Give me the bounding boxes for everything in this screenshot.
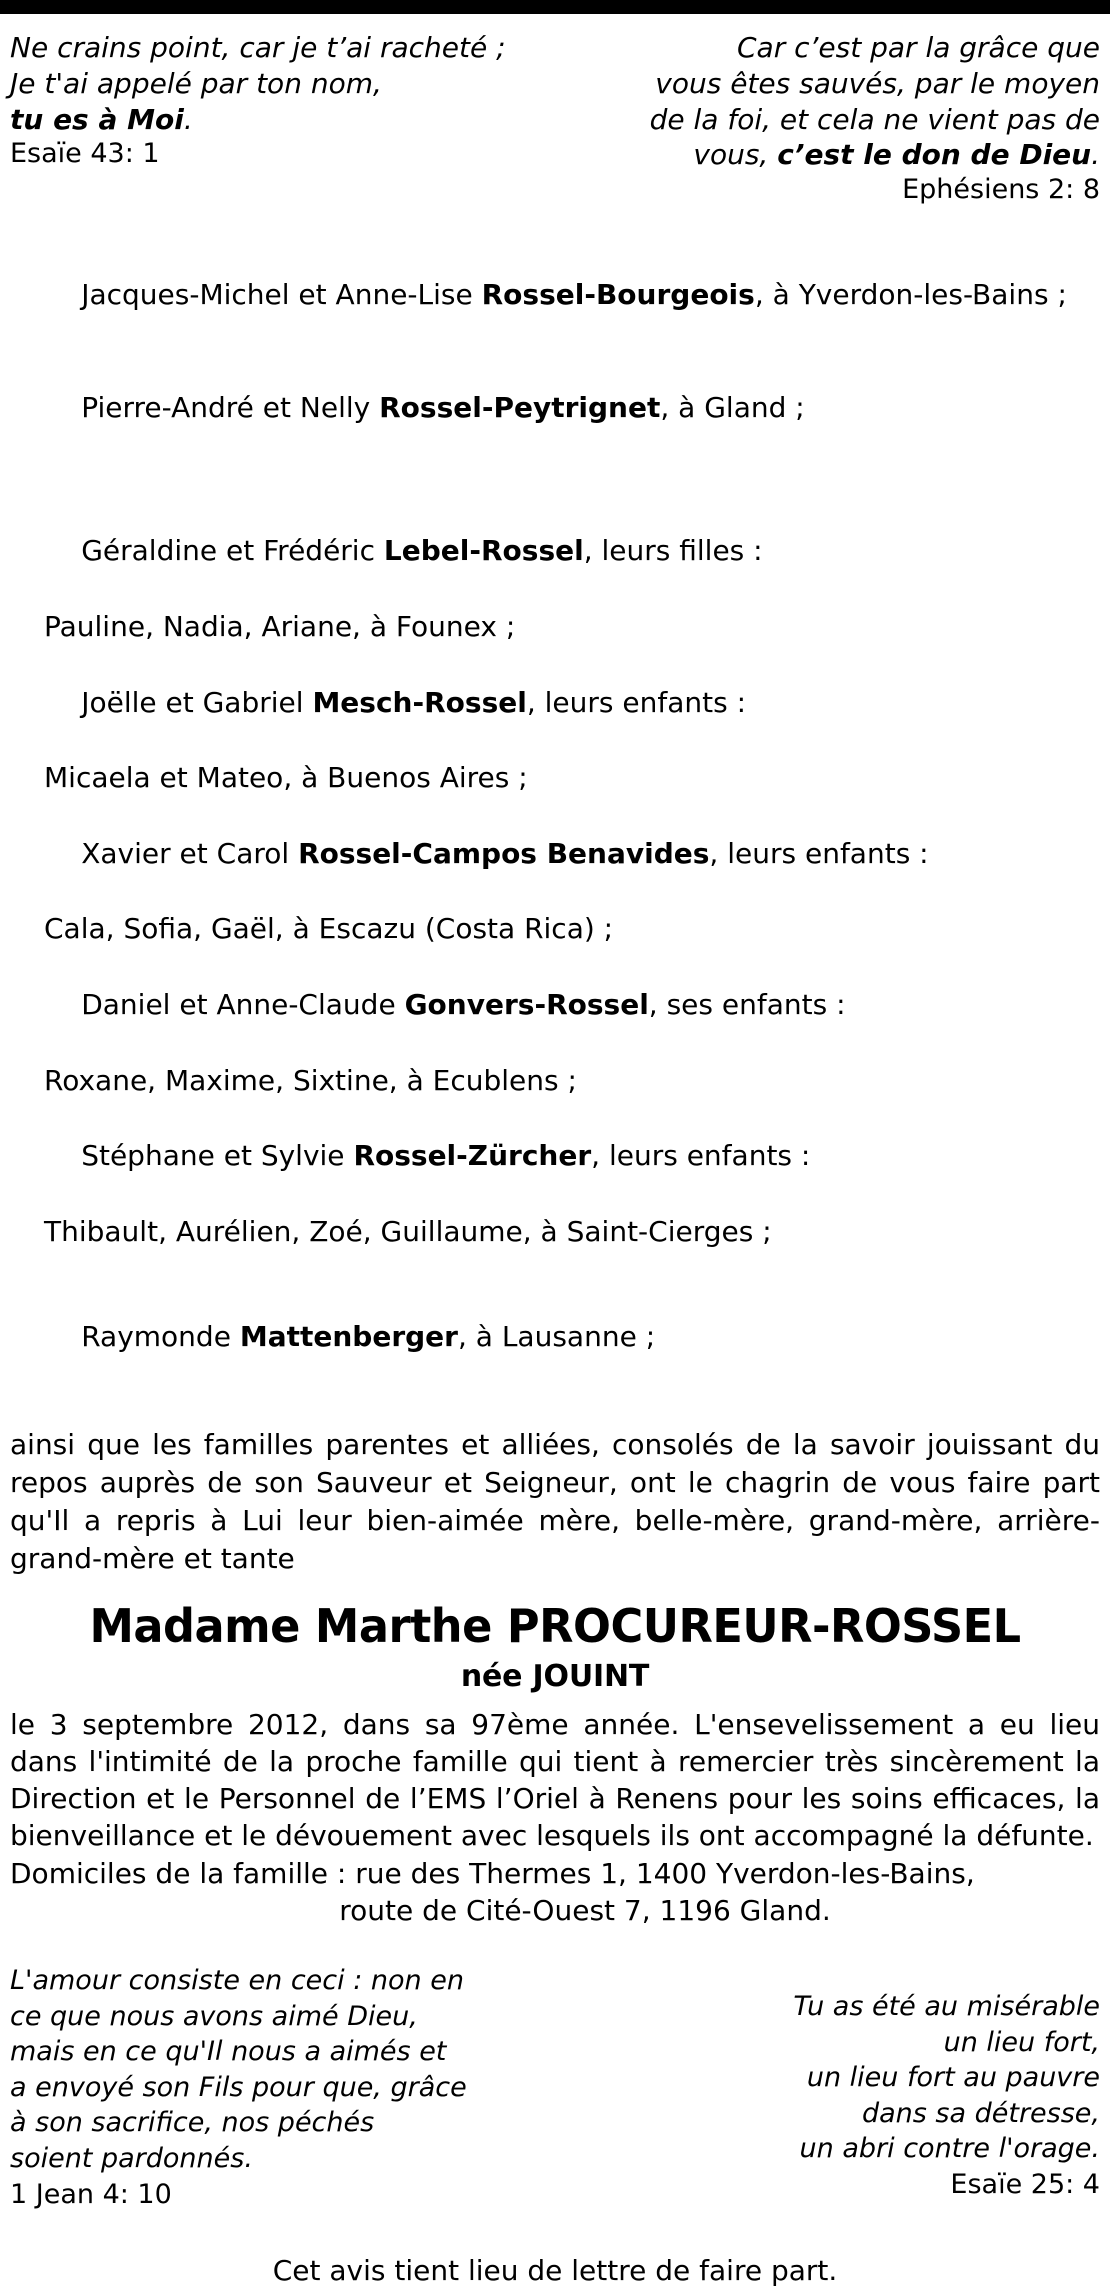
family-surname: Lebel-Rossel	[383, 534, 584, 568]
family-post: , à Yverdon-les-Bains ;	[754, 277, 1067, 311]
verse-right-line3: de la foi, et cela ne vient pas de	[649, 102, 1100, 136]
bottom-left-line2: ce que nous avons aimé Dieu,	[10, 2000, 418, 2032]
bottom-right-line5: un abri contre l'orage.	[799, 2133, 1100, 2165]
family-post: , leurs enfants :	[709, 836, 929, 870]
verse-right-line2: vous êtes sauvés, par le moyen	[655, 66, 1100, 100]
bottom-left-line3: mais en ce qu'Il nous a aimés et	[10, 2036, 447, 2068]
bottom-verse-right	[577, 1989, 1100, 2203]
family-post: , ses enfants :	[648, 988, 846, 1021]
main-text	[10, 1706, 1100, 1855]
announcement-paragraph: ainsi que les familles parentes et alliées, consolés de la savoir jouissant du repos auprès de son Sauveur et Seigneur, ont le chagrin de vous faire part qu'Il a repris à Lui leur bien-aimée mère, belle-mère, grand-mère, arrière-grand-mère et tante	[10, 1427, 1100, 1576]
family-pre: Pierre-André et Nelly	[81, 391, 380, 425]
family-line	[10, 238, 1100, 351]
family-surname: Mattenberger	[239, 1320, 458, 1354]
family-pre: Daniel et Anne-Claude	[81, 988, 405, 1021]
family-line	[10, 948, 1100, 1061]
family-children-line: Roxane, Maxime, Sixtine, à Ecublens ;	[44, 1063, 577, 1097]
bottom-left-reference: 1 Jean 4: 10	[10, 2178, 172, 2210]
family-pre: Xavier et Carol	[81, 836, 299, 870]
bottom-right-line4: dans sa détresse,	[861, 2097, 1100, 2129]
verse-left-line2: Je t'ai appelé par ton nom,	[10, 66, 382, 100]
deceased-maiden-name: née JOUINT	[460, 1658, 650, 1694]
family-surname: Gonvers-Rossel	[404, 988, 649, 1021]
verse-right-line4-start: vous,	[693, 138, 778, 172]
family-line	[10, 646, 1100, 759]
verse-left-reference: Esaïe 43: 1	[10, 138, 160, 170]
family-group-1	[10, 238, 1100, 465]
domicile-first-line: Domiciles de la famille : rue des Thermes 1, 1400 Yverdon-les-Bains,	[10, 1856, 975, 1890]
bottom-verses	[10, 1963, 1100, 2212]
bottom-left-line5: à son sacrifice, nos péchés	[10, 2107, 375, 2139]
verse-left-line1: Ne crains point, car je t’ai racheté ;	[10, 31, 506, 64]
family-post: , leurs enfants :	[526, 685, 747, 719]
family-line	[10, 495, 1100, 608]
verse-right-line1: Car c’est par la grâce que	[736, 31, 1100, 64]
verse-right	[599, 30, 1100, 208]
family-line	[10, 1281, 1100, 1394]
family-surname: Rossel-Zürcher	[353, 1139, 592, 1173]
bottom-right-line2: un lieu fort,	[943, 2026, 1100, 2058]
footer-note: Cet avis tient lieu de lettre de faire part.	[272, 2254, 838, 2287]
family-children-line: Pauline, Nadia, Ariane, à Founex ;	[44, 610, 516, 644]
domicile-second-line: route de Cité-Ouest 7, 1196 Gland.	[339, 1893, 831, 1927]
family-pre: Jacques-Michel et Anne-Lise	[81, 277, 482, 311]
family-line	[10, 1099, 1100, 1212]
family-pre: Joëlle et Gabriel	[81, 685, 313, 719]
family-pre: Stéphane et Sylvie	[81, 1139, 354, 1173]
family-line	[10, 351, 1100, 464]
deceased-name: Madame Marthe PROCUREUR-ROSSEL	[89, 1599, 1021, 1654]
bottom-right-reference: Esaïe 25: 4	[950, 2169, 1100, 2201]
family-group-3	[10, 1281, 1100, 1394]
family-pre: Géraldine et Frédéric	[81, 534, 384, 568]
family-children-line: Cala, Sofia, Gaël, à Escazu (Costa Rica) ;	[44, 912, 614, 946]
family-post: , leurs filles :	[583, 534, 763, 568]
verse-right-line4	[599, 137, 1100, 173]
verse-left	[10, 30, 577, 172]
main-text-paragraph: le 3 septembre 2012, dans sa 97ème année. L'ensevelissement a eu lieu dans l'intimité de la proche famille qui tient à remercier très sincèrement la Direction et le Personnel de l’EMS l’Oriel à Renens pour les soins efficaces, la bienveillance et le dévouement avec lesquels ils ont accompagné la défunte.	[10, 1707, 1100, 1853]
family-pre: Raymonde	[81, 1320, 240, 1354]
bottom-right-line1: Tu as été au misérable	[793, 1990, 1100, 2022]
family-group-2	[10, 495, 1100, 1251]
domicile-block	[10, 1855, 1100, 1929]
family-surname: Rossel-Bourgeois	[481, 277, 755, 311]
verse-right-reference: Ephésiens 2: 8	[902, 174, 1100, 206]
family-surname: Mesch-Rossel	[312, 685, 527, 719]
family-children-line: Micaela et Mateo, à Buenos Aires ;	[44, 761, 528, 795]
bottom-verse-left	[10, 1963, 533, 2212]
bottom-right-line3: un lieu fort au pauvre	[806, 2062, 1100, 2094]
bottom-left-line1: L'amour consiste en ceci : non en	[10, 1964, 464, 1996]
family-post: , leurs enfants :	[591, 1139, 811, 1173]
verse-right-line4-end: .	[1091, 138, 1100, 172]
family-children-line: Thibault, Aurélien, Zoé, Guillaume, à Saint-Cierges ;	[44, 1214, 772, 1248]
family-post: , à Gland ;	[660, 391, 805, 425]
verse-left-line3-bold: tu es à Moi	[10, 102, 184, 136]
family-post: , à Lausanne ;	[457, 1320, 656, 1354]
verse-right-line4-bold: c’est le don de Dieu	[777, 138, 1092, 172]
family-surname: Rossel-Peytrignet	[379, 391, 661, 425]
family-line	[10, 797, 1100, 910]
bottom-left-line4: a envoyé son Fils pour que, grâce	[10, 2071, 467, 2103]
top-black-bar	[0, 0, 1110, 14]
top-verses	[10, 30, 1100, 208]
family-surname: Rossel-Campos Benavides	[298, 836, 710, 870]
page-content	[0, 30, 1110, 2287]
verse-left-line3-end: .	[183, 102, 193, 136]
bottom-left-line6: soient pardonnés.	[10, 2143, 253, 2175]
verse-left-line3	[10, 102, 577, 138]
